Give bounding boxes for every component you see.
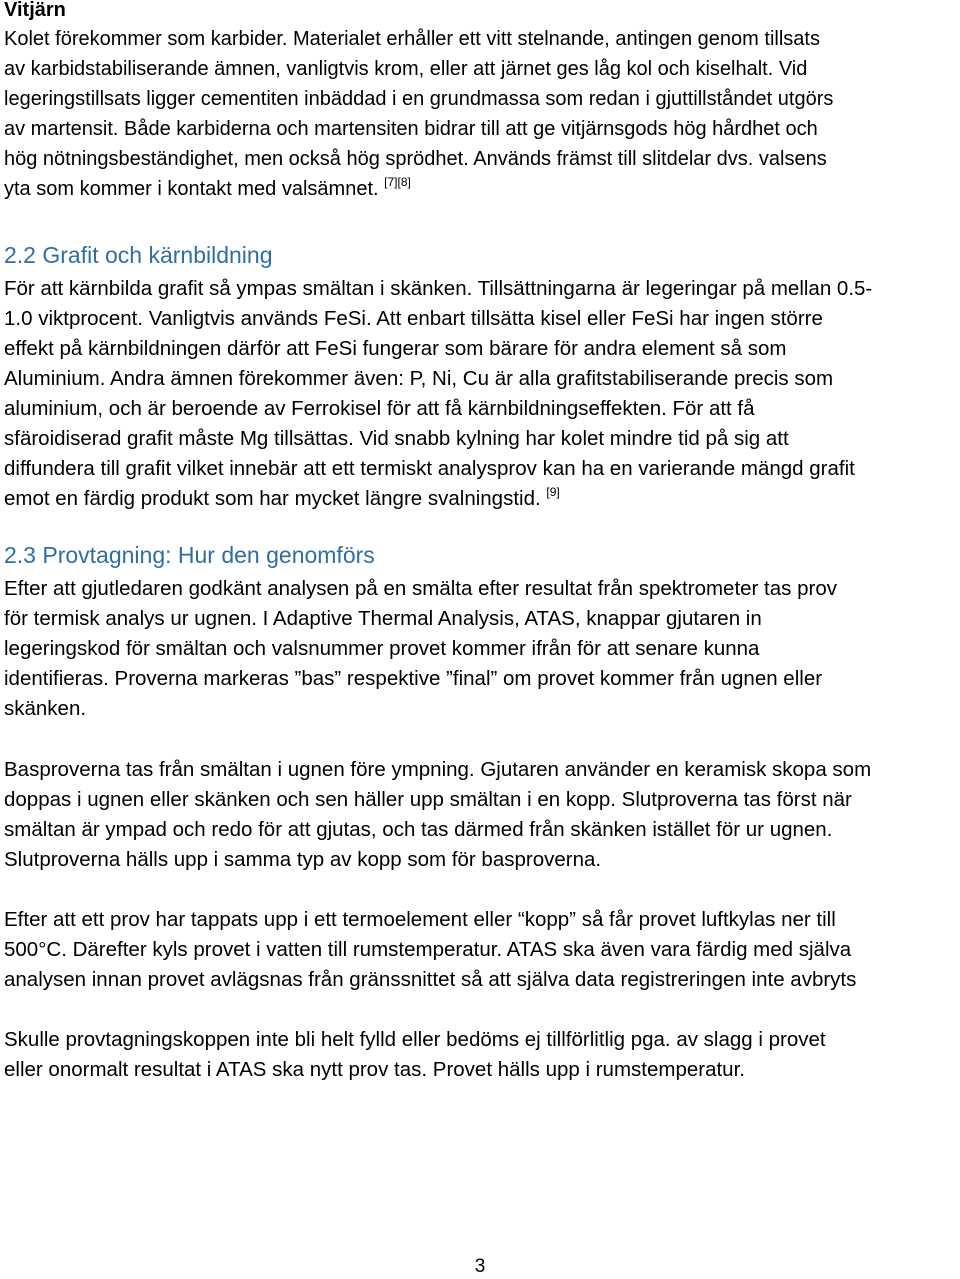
text-line: för termisk analys ur ugnen. I Adaptive Thermal Analysis, ATAS, knappar gjutaren in	[4, 607, 762, 630]
text-line: aluminium, och är beroende av Ferrokisel för att få kärnbildningseffekten. För att få	[4, 397, 755, 420]
section-grafit	[4, 240, 952, 270]
section-vitjarn	[4, 0, 952, 22]
text-line	[4, 174, 952, 204]
text-line: identifieras. Proverna markeras ”bas” respektive ”final” om provet kommer från ugnen eller	[4, 667, 823, 690]
text-line: 500°C. Därefter kyls provet i vatten till rumstemperatur. ATAS ska även vara färdig med själva	[4, 938, 852, 961]
paragraph-grafit	[4, 274, 952, 514]
text-line: legeringskod för smältan och valsnummer provet kommer ifrån för att senare kunna	[4, 637, 760, 660]
text-line: sfäroidiserad grafit måste Mg tillsättas. Vid snabb kylning har kolet mindre tid på sig att	[4, 427, 789, 450]
text-line: effekt på kärnbildningen därför att FeSi fungerar som bärare för andra element så som	[4, 337, 787, 360]
text-fragment: yta som kommer i kontakt med valsämnet.	[4, 178, 379, 200]
text-line: diffundera till grafit vilket innebär att ett termiskt analysprov kan ha en varierande mängd grafit	[4, 457, 855, 480]
text-line: skänken.	[4, 697, 87, 720]
paragraph-provtagning-4	[4, 1025, 952, 1085]
text-line: smältan är ympad och redo för att gjutas, och tas därmed från skänken istället för ur ugnen.	[4, 818, 833, 841]
text-line: doppas i ugnen eller skänken och sen häller upp smältan i en kopp. Slutproverna tas först när	[4, 788, 852, 811]
text-line: Efter att gjutledaren godkänt analysen på en smälta efter resultat från spektrometer tas prov	[4, 577, 837, 600]
citation-ref: [9]	[546, 485, 560, 499]
paragraph-provtagning-1	[4, 574, 952, 724]
page-number: 3	[474, 1256, 486, 1277]
text-line: analysen innan provet avlägsnas från gränssnittet så att själva data registreringen inte avbryts	[4, 968, 857, 991]
section-heading: Vitjärn	[4, 0, 66, 21]
text-line: Basproverna tas från smältan i ugnen före ympning. Gjutaren använder en keramisk skopa som	[4, 758, 872, 781]
text-line: Aluminium. Andra ämnen förekommer även: P, Ni, Cu är alla grafitstabiliserande precis som	[4, 367, 834, 390]
text-line: Skulle provtagningskoppen inte bli helt fylld eller bedöms ej tillförlitlig pga. av slagg i provet	[4, 1028, 826, 1051]
text-line: 1.0 viktprocent. Vanligtvis används FeSi. Att enbart tillsätta kisel eller FeSi har ingen större	[4, 307, 823, 330]
paragraph-provtagning-2	[4, 755, 952, 875]
section-heading: 2.2 Grafit och kärnbildning	[4, 242, 273, 268]
paragraph-vitjarn	[4, 24, 952, 204]
text-line: Kolet förekommer som karbider. Materialet erhåller ett vitt stelnande, antingen genom tillsats	[4, 28, 820, 50]
citation-ref: [7][8]	[384, 175, 411, 189]
text-line: legeringstillsats ligger cementiten inbäddad i en grundmassa som redan i gjuttillståndet utgörs	[4, 88, 834, 110]
text-fragment: emot en färdig produkt som har mycket längre svalningstid.	[4, 487, 541, 510]
text-line: av martensit. Både karbiderna och martensiten bidrar till att ge vitjärnsgods hög hårdhet och	[4, 118, 818, 140]
text-line: Efter att ett prov har tappats upp i ett termoelement eller “kopp” så får provet luftkylas ner till	[4, 908, 836, 931]
text-line: av karbidstabiliserande ämnen, vanligtvis krom, eller att järnet ges låg kol och kiselhalt. Vid	[4, 58, 808, 80]
text-line: För att kärnbilda grafit så ympas smältan i skänken. Tillsättningarna är legeringar på mellan 0.5-	[4, 277, 873, 300]
section-heading: 2.3 Provtagning: Hur den genomförs	[4, 542, 375, 568]
text-line: hög nötningsbeständighet, men också hög sprödhet. Används främst till slitdelar dvs. valsens	[4, 148, 827, 170]
text-line: eller onormalt resultat i ATAS ska nytt prov tas. Provet hälls upp i rumstemperatur.	[4, 1058, 745, 1081]
text-line: Slutproverna hälls upp i samma typ av kopp som för basproverna.	[4, 848, 602, 871]
text-line	[4, 484, 952, 514]
paragraph-provtagning-3	[4, 905, 952, 995]
section-provtagning	[4, 540, 952, 570]
